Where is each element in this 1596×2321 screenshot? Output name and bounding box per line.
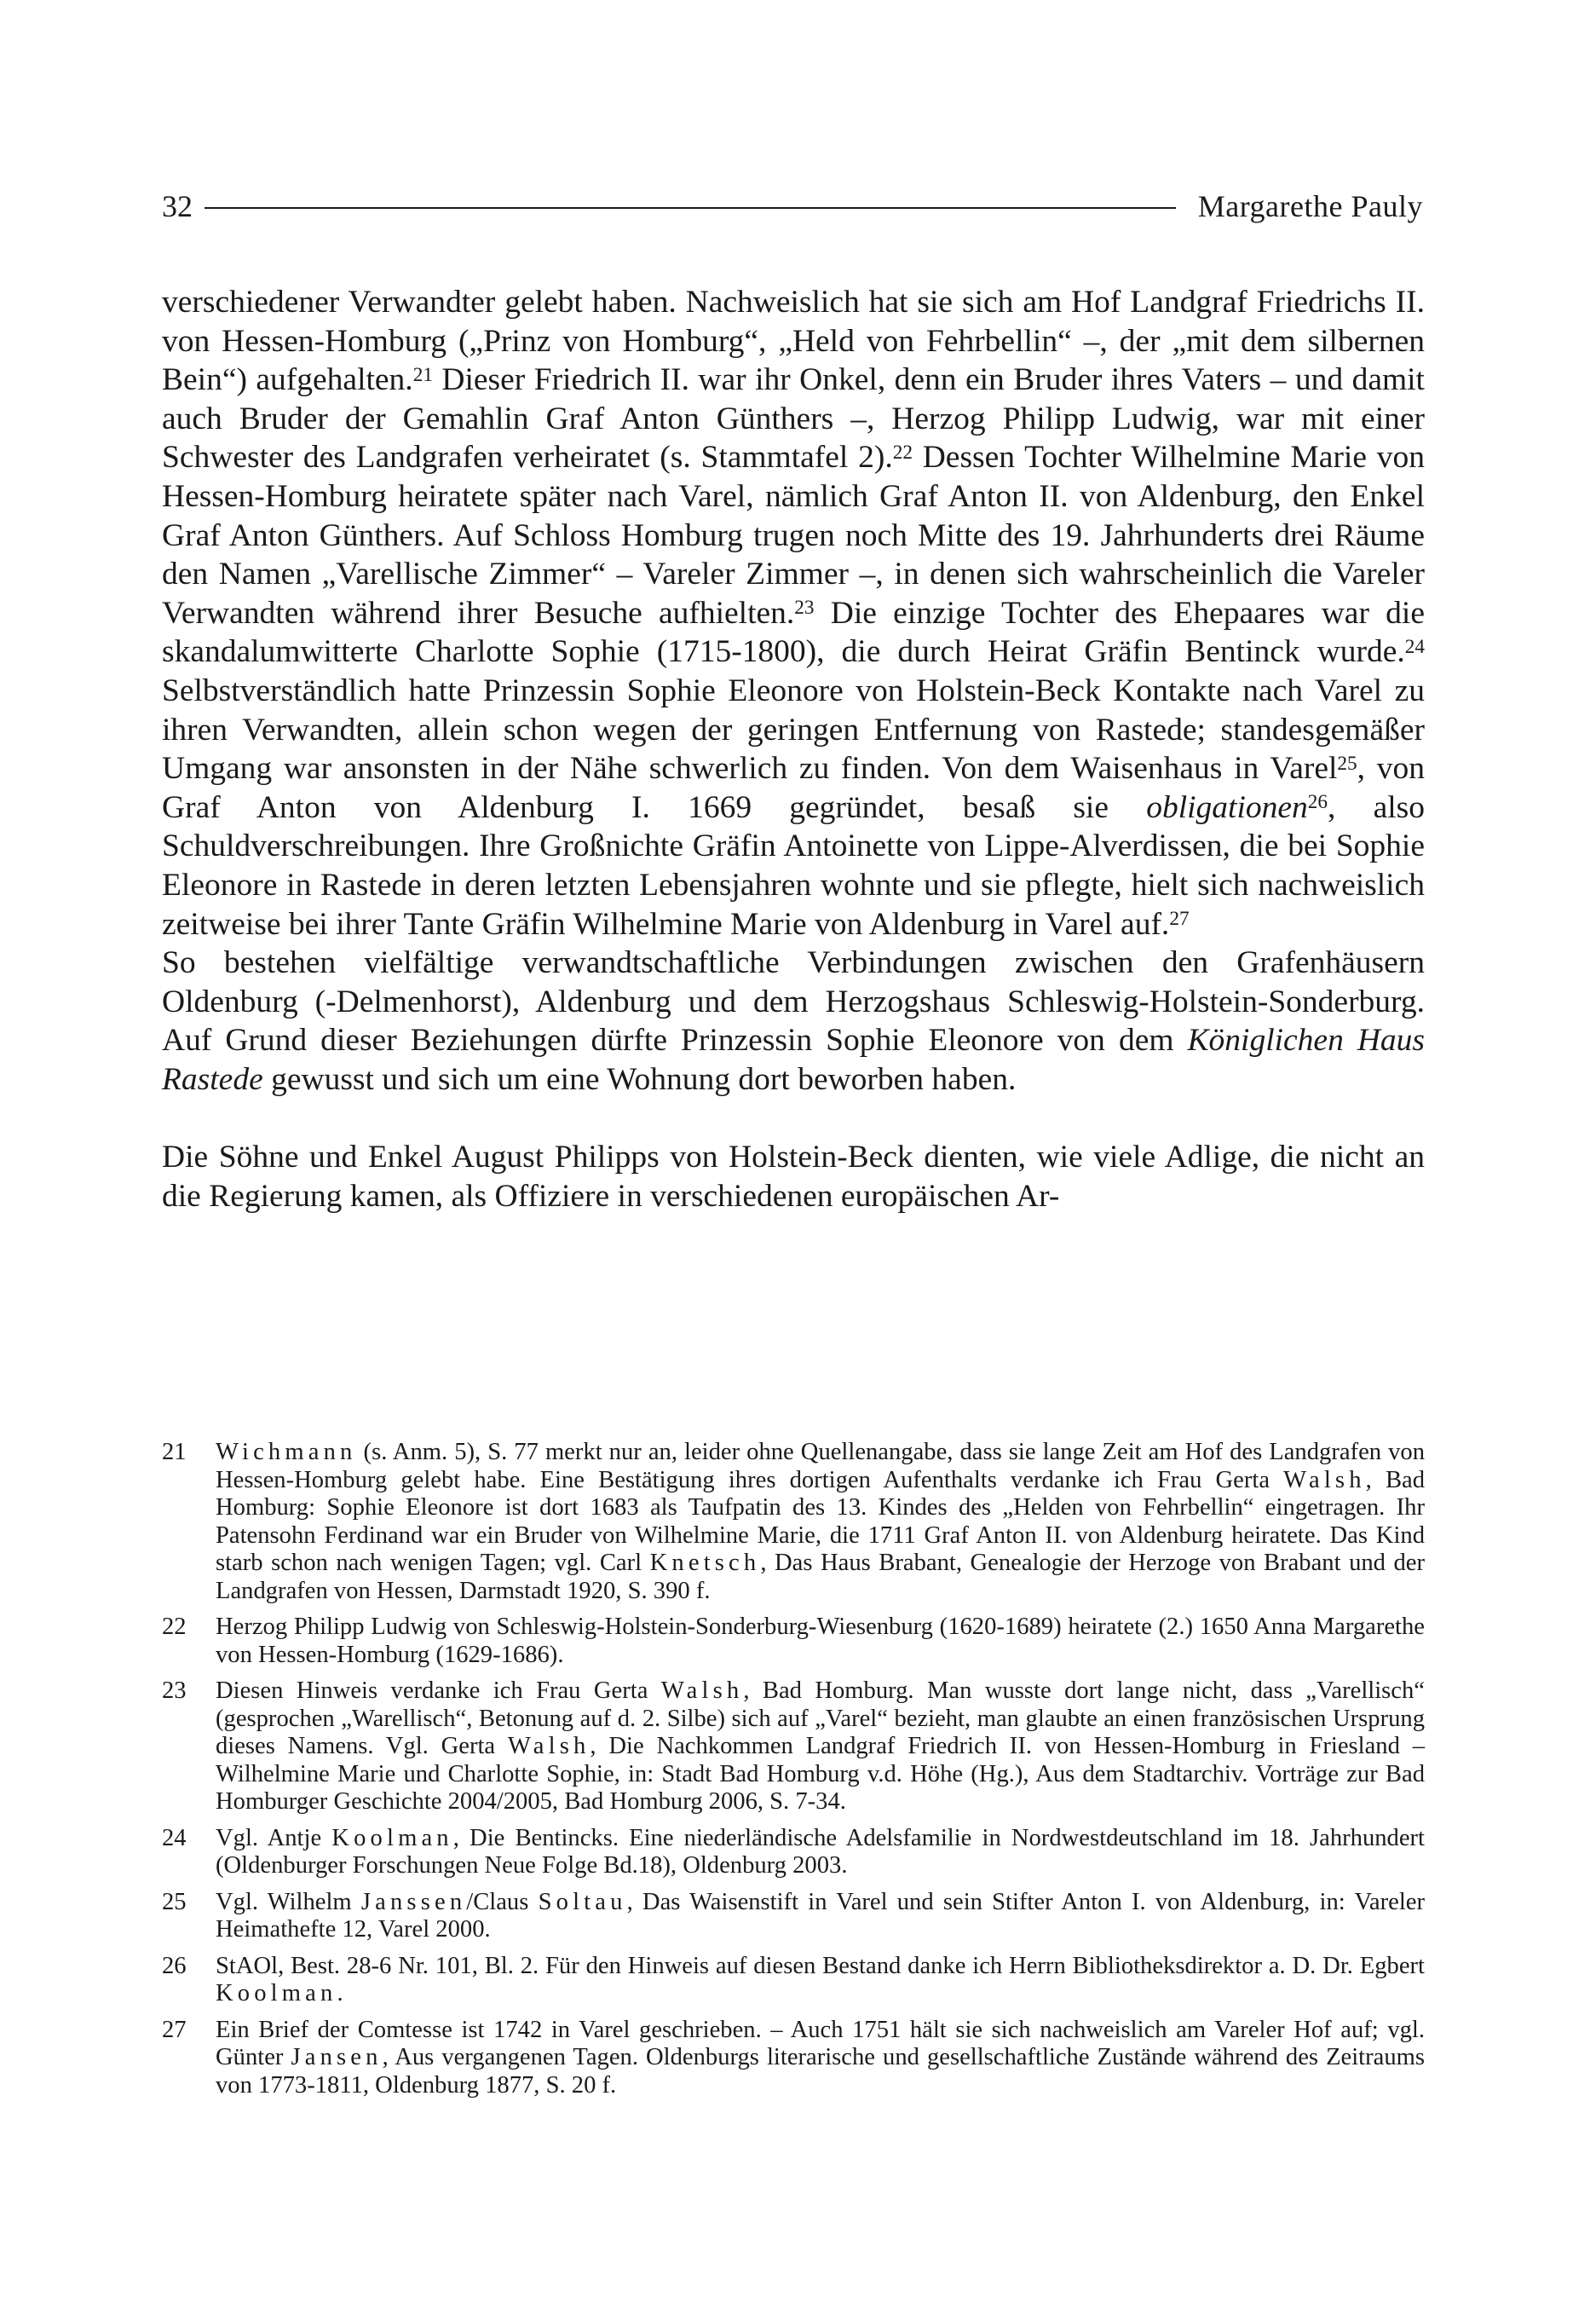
footnote-ref-25[interactable]: 25 — [1337, 752, 1357, 775]
footnote-number: 21 — [162, 1439, 187, 1465]
footnote-text: Herzog Philipp Ludwig von Schleswig-Holstein-Sonderburg-Wiesenburg (1620-1689) heiratete (2.) 1650 Anna Margarethe von Hessen-Homburg (1629-1686). — [216, 1614, 1425, 1668]
footnote-25 — [162, 1889, 1425, 1944]
footnote-ref-27[interactable]: 27 — [1169, 908, 1190, 931]
header-rule — [205, 207, 1176, 209]
footnote-26 — [162, 1953, 1425, 2008]
main-text — [162, 283, 1425, 1216]
footnote-ref-26[interactable]: 26 — [1307, 791, 1328, 814]
footnote-21 — [162, 1439, 1425, 1605]
footnote-text: Diesen Hinweis verdanke ich Frau Gerta Walsh, Bad Homburg. Man wusste dort lange nicht, dass „Varellisch“ (gesprochen „Warellisch“, Betonung auf d. 2. Silbe) sich auf „Varel“ bezieht, man glaubte an einen französischen Ursprung dieses Namens. Vgl. Gerta Walsh, Die Nachkommen Landgraf Friedrich II. von Hessen-Homburg in Friesland – Wilhelmine Marie und Charlotte Sophie, in: Stadt Bad Homburg v.d. Höhe (Hg.), Aus dem Stadtarchiv. Vorträge zur Bad Homburger Geschichte 2004/2005, Bad Homburg 2006, S. 7-34. — [216, 1677, 1425, 1815]
footnote-ref-23[interactable]: 23 — [794, 597, 815, 620]
footnote-ref-22[interactable]: 22 — [892, 441, 913, 464]
italic-term: obligationen — [1146, 789, 1308, 825]
footnotes — [162, 1439, 1425, 2108]
footnote-text: StAOl, Best. 28-6 Nr. 101, Bl. 2. Für den Hinweis auf diesen Bestand danke ich Herrn Bibliotheksdirektor a. D. Dr. Egbert Koolman. — [216, 1952, 1425, 2006]
footnote-text: Ein Brief der Comtesse ist 1742 in Varel geschrieben. – Auch 1751 hält sie sich nachweislich am Vareler Hof auf; vgl. Günter Jansen, Aus vergangenen Tagen. Oldenburgs literarische und gesellschaftliche Zustände während des Zeitraums von 1773-1811, Oldenburg 1877, S. 20 f. — [216, 2016, 1425, 2099]
footnote-text: Vgl. Antje Koolman, Die Bentincks. Eine niederländische Adelsfamilie in Nordwestdeutschland im 18. Jahrhundert (Oldenburger Forschungen Neue Folge Bd.18), Oldenburg 2003. — [216, 1824, 1425, 1879]
paragraph-1: verschiedener Verwandter gelebt haben. Nachweislich hat sie sich am Hof Landgraf Friedrichs II. von Hessen-Homburg („Prinz von Homburg“, „Held von Fehrbellin“ –, der „mit dem silbernen Bein“) aufgehalten.$^{21}$ Dieser Friedrich II. war ihr Onkel, denn ein Bruder ihres Vaters – und damit auch Bruder der Gemahlin Graf Anton Günthers –, Herzog Philipp Ludwig, war mit einer Schwester des Landgrafen verheiratet (s. Stammtafel 2).$^{22}$ Dessen Tochter Wilhelmine Marie von Hessen-Homburg heiratete später nach Varel, nämlich Graf Anton II. von Aldenburg, den Enkel Graf Anton Günthers. Auf Schloss Homburg trugen noch Mitte des 19. Jahrhunderts drei Räume den Namen „Varellische Zimmer“ – Vareler Zimmer –, in denen sich wahrscheinlich die Vareler Verwandten während ihrer Besuche aufhielten.$^{23}$ Die einzige Tochter des Ehepaares war die skandalumwitterte Charlotte Sophie (1715-1800), die durch Heirat Gräfin Bentinck wurde.$^{24}$ Selbstverständlich hatte Prinzessin Sophie Eleonore von Holstein-Beck Kontakte nach Varel zu ihren Verwandten, allein schon wegen der geringen Entfernung von Rastede; standesgemäßer Umgang war ansonsten in der Nähe schwerlich zu finden. Von dem Waisenhaus in Varel$^{25}$, von Graf Anton von Aldenburg I. 1669 gegründet, besaß sie obligationen$^{26}$, also Schuldverschreibungen. Ihre Großnichte Gräfin Antoinette von Lippe-Alverdissen, die bei Sophie Eleonore in Rastede in deren letzten Lebensjahren wohnte und sie pflegte, hielt sich nachweislich zeitweise bei ihrer Tante Gräfin Wilhelmine Marie von Aldenburg in Varel auf.$^{27}$ — [162, 285, 1426, 942]
footnote-number: 26 — [162, 1952, 187, 1979]
footnote-24 — [162, 1825, 1425, 1880]
italic-term: Königlichen Haus Rastede — [162, 1023, 1426, 1097]
footnote-23 — [162, 1677, 1425, 1816]
footnote-ref-24[interactable]: 24 — [1404, 635, 1425, 658]
running-head-author: Margarethe Pauly — [1197, 189, 1423, 223]
footnote-number: 25 — [162, 1888, 187, 1915]
footnote-ref-21[interactable]: 21 — [412, 363, 433, 386]
footnote-text: Wichmann (s. Anm. 5), S. 77 merkt nur an, leider ohne Quellenangabe, dass sie lange Zeit am Hof des Landgrafen von Hessen-Homburg gelebt habe. Eine Bestätigung ihres dortigen Aufenthalts verdanke ich Frau Gerta Walsh, Bad Homburg: Sophie Eleonore ist dort 1683 als Taufpatin des 13. Kindes des „Helden von Fehrbellin“ eingetragen. Ihr Patensohn Ferdinand war ein Bruder von Wilhelmine Marie, die 1711 Graf Anton II. von Aldenburg heiratete. Das Kind starb schon nach wenigen Tagen; vgl. Carl Knetsch, Das Haus Brabant, Genealogie der Herzoge von Brabant und der Landgrafen von Hessen, Darmstadt 1920, S. 390 f. — [216, 1439, 1426, 1604]
footnote-text: Vgl. Wilhelm Janssen/Claus Soltau, Das Waisenstift in Varel und sein Stifter Anton I. von Aldenburg, in: Vareler Heimathefte 12, Varel 2000. — [216, 1888, 1425, 1943]
footnote-22 — [162, 1614, 1425, 1669]
paragraph-3: Die Söhne und Enkel August Philipps von Holstein-Beck dienten, wie viele Adlige, die nicht an die Regierung kamen, als Offiziere in verschiedenen europäischen Ar- — [162, 1140, 1425, 1215]
footnote-number: 22 — [162, 1614, 187, 1640]
paragraph-2: So bestehen vielfältige verwandtschaftliche Verbindungen zwischen den Grafenhäusern Oldenburg (-Delmenhorst), Aldenburg und dem Herzogshaus Schleswig-Holstein-Sonderburg. Auf Grund dieser Beziehungen dürfte Prinzessin Sophie Eleonore von dem Königlichen Haus Rastede gewusst und sich um eine Wohnung dort beworben haben. — [162, 945, 1426, 1097]
footnote-number: 24 — [162, 1824, 187, 1851]
footnote-number: 23 — [162, 1677, 187, 1704]
page-number: 32 — [162, 189, 193, 223]
footnote-27 — [162, 2017, 1425, 2100]
footnote-number: 27 — [162, 2016, 187, 2043]
running-head — [162, 186, 1423, 227]
